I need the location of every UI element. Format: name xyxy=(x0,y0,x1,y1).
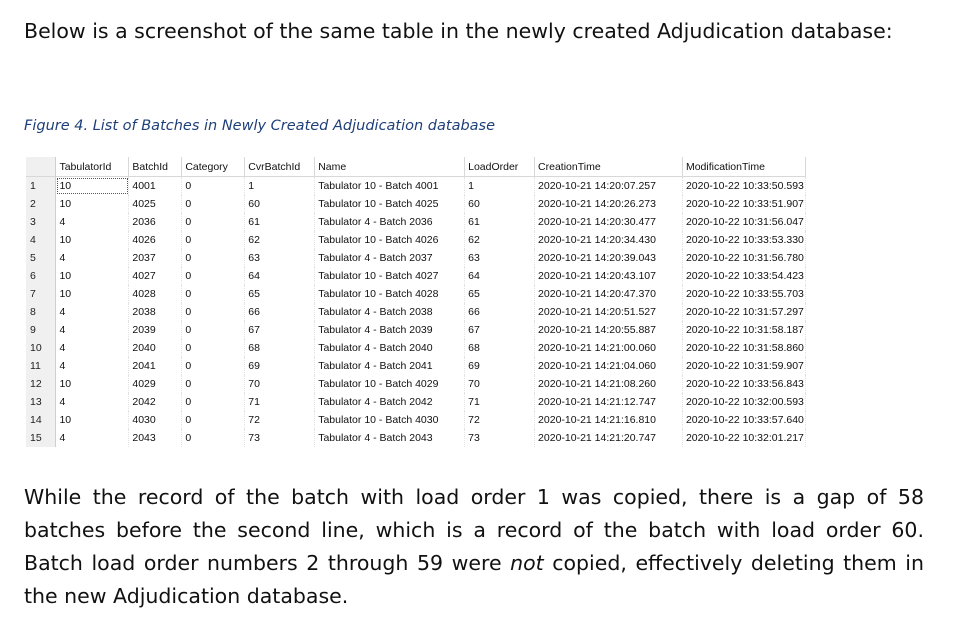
cell-category[interactable]: 0 xyxy=(182,231,245,249)
cell-load-order[interactable]: 64 xyxy=(465,267,535,285)
cell-batch-id[interactable]: 2041 xyxy=(129,357,182,375)
cell-creation-time[interactable]: 2020-10-21 14:20:07.257 xyxy=(535,177,683,196)
cell-name[interactable]: Tabulator 4 - Batch 2042 xyxy=(315,393,465,411)
table-row[interactable] xyxy=(26,411,806,429)
figure-caption: Figure 4. List of Batches in Newly Created Adjudication database xyxy=(24,118,496,134)
cell-creation-time[interactable]: 2020-10-21 14:20:43.107 xyxy=(535,267,683,285)
table-row[interactable] xyxy=(26,303,806,321)
cell-tabulator-id[interactable]: 4 xyxy=(56,249,129,267)
cell-cvr-batch-id[interactable]: 70 xyxy=(245,375,315,393)
cell-load-order[interactable]: 61 xyxy=(465,213,535,231)
cell-row-number: 2 xyxy=(26,195,56,213)
cell-name[interactable]: Tabulator 10 - Batch 4026 xyxy=(315,231,465,249)
cell-cvr-batch-id[interactable]: 68 xyxy=(245,339,315,357)
table-row[interactable] xyxy=(26,249,806,267)
cell-batch-id[interactable]: 4028 xyxy=(129,285,182,303)
cell-batch-id[interactable]: 2039 xyxy=(129,321,182,339)
cell-row-number: 4 xyxy=(26,231,56,249)
cell-batch-id[interactable]: 2040 xyxy=(129,339,182,357)
table-body xyxy=(26,177,806,448)
cell-batch-id[interactable]: 2036 xyxy=(129,213,182,231)
cell-tabulator-id[interactable]: 10 xyxy=(56,231,129,249)
batch-table xyxy=(26,157,806,447)
cell-tabulator-id[interactable]: 10 xyxy=(56,285,129,303)
cell-cvr-batch-id[interactable]: 73 xyxy=(245,429,315,447)
cell-tabulator-id[interactable]: 10 xyxy=(56,375,129,393)
cell-cvr-batch-id[interactable]: 69 xyxy=(245,357,315,375)
table-row[interactable] xyxy=(26,339,806,357)
cell-name[interactable]: Tabulator 4 - Batch 2043 xyxy=(315,429,465,447)
cell-batch-id[interactable]: 2042 xyxy=(129,393,182,411)
cell-tabulator-id[interactable]: 4 xyxy=(56,357,129,375)
cell-modification-time[interactable]: 2020-10-22 10:31:57.297 xyxy=(682,303,805,321)
cell-tabulator-id[interactable]: 4 xyxy=(56,213,129,231)
cell-modification-time[interactable]: 2020-10-22 10:31:56.047 xyxy=(682,213,805,231)
conclusion-paragraph xyxy=(24,481,924,613)
cell-name[interactable]: Tabulator 4 - Batch 2036 xyxy=(315,213,465,231)
cell-name[interactable]: Tabulator 4 - Batch 2037 xyxy=(315,249,465,267)
column-header-name[interactable]: Name xyxy=(315,157,465,177)
column-header-batch-id[interactable]: BatchId xyxy=(129,157,182,177)
cell-tabulator-id[interactable]: 4 xyxy=(56,393,129,411)
table-row[interactable] xyxy=(26,321,806,339)
cell-creation-time[interactable]: 2020-10-21 14:21:12.747 xyxy=(535,393,683,411)
cell-load-order[interactable]: 60 xyxy=(465,195,535,213)
table-row[interactable] xyxy=(26,231,806,249)
cell-creation-time[interactable]: 2020-10-21 14:21:20.747 xyxy=(535,429,683,447)
cell-modification-time[interactable]: 2020-10-22 10:33:57.640 xyxy=(682,411,805,429)
cell-cvr-batch-id[interactable]: 64 xyxy=(245,267,315,285)
cell-category[interactable]: 0 xyxy=(182,267,245,285)
cell-modification-time[interactable]: 2020-10-22 10:32:00.593 xyxy=(682,393,805,411)
cell-modification-time[interactable]: 2020-10-22 10:33:56.843 xyxy=(682,375,805,393)
cell-load-order[interactable]: 73 xyxy=(465,429,535,447)
cell-category[interactable]: 0 xyxy=(182,429,245,447)
cell-cvr-batch-id[interactable]: 1 xyxy=(245,177,315,196)
cell-row-number: 10 xyxy=(26,339,56,357)
cell-creation-time[interactable]: 2020-10-21 14:20:47.370 xyxy=(535,285,683,303)
cell-load-order[interactable]: 66 xyxy=(465,303,535,321)
cell-creation-time[interactable]: 2020-10-21 14:20:26.273 xyxy=(535,195,683,213)
cell-load-order[interactable]: 72 xyxy=(465,411,535,429)
table-row[interactable] xyxy=(26,267,806,285)
conclusion-text-part2: copied, effectively deleting them in the new Adjudication database. xyxy=(24,551,924,608)
cell-category[interactable]: 0 xyxy=(182,195,245,213)
cell-modification-time[interactable]: 2020-10-22 10:31:58.860 xyxy=(682,339,805,357)
cell-load-order[interactable]: 68 xyxy=(465,339,535,357)
cell-cvr-batch-id[interactable]: 61 xyxy=(245,213,315,231)
cell-batch-id[interactable]: 4001 xyxy=(129,177,182,196)
cell-name[interactable]: Tabulator 10 - Batch 4030 xyxy=(315,411,465,429)
cell-creation-time[interactable]: 2020-10-21 14:21:16.810 xyxy=(535,411,683,429)
batch-results-grid xyxy=(26,157,806,447)
cell-cvr-batch-id[interactable]: 72 xyxy=(245,411,315,429)
table-row[interactable] xyxy=(26,195,806,213)
cell-load-order[interactable]: 63 xyxy=(465,249,535,267)
table-row[interactable] xyxy=(26,375,806,393)
cell-name[interactable]: Tabulator 10 - Batch 4029 xyxy=(315,375,465,393)
cell-row-number: 13 xyxy=(26,393,56,411)
column-header-category[interactable]: Category xyxy=(182,157,245,177)
column-header-creation-time[interactable]: CreationTime xyxy=(535,157,683,177)
cell-category[interactable]: 0 xyxy=(182,375,245,393)
table-row[interactable] xyxy=(26,213,806,231)
cell-name[interactable]: Tabulator 4 - Batch 2041 xyxy=(315,357,465,375)
cell-modification-time[interactable]: 2020-10-22 10:31:59.907 xyxy=(682,357,805,375)
cell-load-order[interactable]: 67 xyxy=(465,321,535,339)
cell-creation-time[interactable]: 2020-10-21 14:21:08.260 xyxy=(535,375,683,393)
cell-tabulator-id[interactable]: 10 xyxy=(56,195,129,213)
cell-category[interactable]: 0 xyxy=(182,249,245,267)
cell-cvr-batch-id[interactable]: 71 xyxy=(245,393,315,411)
cell-category[interactable]: 0 xyxy=(182,321,245,339)
cell-batch-id[interactable]: 4026 xyxy=(129,231,182,249)
cell-load-order[interactable]: 70 xyxy=(465,375,535,393)
cell-row-number: 3 xyxy=(26,213,56,231)
cell-creation-time[interactable]: 2020-10-21 14:20:55.887 xyxy=(535,321,683,339)
table-header-row xyxy=(26,157,806,177)
cell-row-number: 14 xyxy=(26,411,56,429)
cell-cvr-batch-id[interactable]: 67 xyxy=(245,321,315,339)
table-row[interactable] xyxy=(26,357,806,375)
cell-creation-time[interactable]: 2020-10-21 14:21:04.060 xyxy=(535,357,683,375)
cell-creation-time[interactable]: 2020-10-21 14:20:30.477 xyxy=(535,213,683,231)
cell-batch-id[interactable]: 4030 xyxy=(129,411,182,429)
cell-cvr-batch-id[interactable]: 65 xyxy=(245,285,315,303)
conclusion-text-part1: While the record of the batch with load order 1 was copied, there is a gap of 58 batches before the second line, which is a record of the batch with load order 60. Batch load order numbers 2 through 59 were xyxy=(24,485,924,575)
cell-tabulator-id[interactable]: 4 xyxy=(56,339,129,357)
column-header-row-number[interactable] xyxy=(26,157,56,177)
cell-creation-time[interactable]: 2020-10-21 14:20:51.527 xyxy=(535,303,683,321)
cell-cvr-batch-id[interactable]: 66 xyxy=(245,303,315,321)
cell-modification-time[interactable]: 2020-10-22 10:33:54.423 xyxy=(682,267,805,285)
cell-creation-time[interactable]: 2020-10-21 14:21:00.060 xyxy=(535,339,683,357)
intro-paragraph: Below is a screenshot of the same table in the newly created Adjudication database: xyxy=(24,19,893,43)
cell-name[interactable]: Tabulator 10 - Batch 4027 xyxy=(315,267,465,285)
cell-load-order[interactable]: 65 xyxy=(465,285,535,303)
cell-batch-id[interactable]: 2037 xyxy=(129,249,182,267)
cell-name[interactable]: Tabulator 4 - Batch 2038 xyxy=(315,303,465,321)
column-header-modification-time[interactable]: ModificationTime xyxy=(682,157,805,177)
cell-modification-time[interactable]: 2020-10-22 10:33:50.593 xyxy=(682,177,805,196)
cell-tabulator-id[interactable]: 4 xyxy=(56,303,129,321)
cell-row-number: 11 xyxy=(26,357,56,375)
cell-row-number: 7 xyxy=(26,285,56,303)
cell-row-number: 15 xyxy=(26,429,56,447)
cell-batch-id[interactable]: 4025 xyxy=(129,195,182,213)
cell-batch-id[interactable]: 2043 xyxy=(129,429,182,447)
cell-category[interactable]: 0 xyxy=(182,285,245,303)
column-header-load-order[interactable]: LoadOrder xyxy=(465,157,535,177)
cell-row-number: 6 xyxy=(26,267,56,285)
cell-tabulator-id[interactable]: 4 xyxy=(56,321,129,339)
cell-cvr-batch-id[interactable]: 63 xyxy=(245,249,315,267)
cell-load-order[interactable]: 71 xyxy=(465,393,535,411)
cell-category[interactable]: 0 xyxy=(182,411,245,429)
cell-tabulator-id[interactable]: 10 xyxy=(56,411,129,429)
cell-category[interactable]: 0 xyxy=(182,303,245,321)
cell-category[interactable]: 0 xyxy=(182,177,245,196)
cell-tabulator-id[interactable]: 10 xyxy=(56,177,129,196)
conclusion-emphasis: not xyxy=(510,551,544,575)
cell-load-order[interactable]: 1 xyxy=(465,177,535,196)
cell-tabulator-id[interactable]: 4 xyxy=(56,429,129,447)
cell-name[interactable]: Tabulator 10 - Batch 4001 xyxy=(315,177,465,196)
cell-cvr-batch-id[interactable]: 62 xyxy=(245,231,315,249)
column-header-tabulator-id[interactable]: TabulatorId xyxy=(56,157,129,177)
cell-creation-time[interactable]: 2020-10-21 14:20:39.043 xyxy=(535,249,683,267)
cell-name[interactable]: Tabulator 10 - Batch 4025 xyxy=(315,195,465,213)
cell-category[interactable]: 0 xyxy=(182,213,245,231)
cell-modification-time[interactable]: 2020-10-22 10:31:58.187 xyxy=(682,321,805,339)
cell-modification-time[interactable]: 2020-10-22 10:32:01.217 xyxy=(682,429,805,447)
cell-load-order[interactable]: 69 xyxy=(465,357,535,375)
cell-category[interactable]: 0 xyxy=(182,357,245,375)
cell-name[interactable]: Tabulator 4 - Batch 2040 xyxy=(315,339,465,357)
cell-batch-id[interactable]: 4029 xyxy=(129,375,182,393)
table-row[interactable] xyxy=(26,429,806,447)
cell-modification-time[interactable]: 2020-10-22 10:33:53.330 xyxy=(682,231,805,249)
cell-creation-time[interactable]: 2020-10-21 14:20:34.430 xyxy=(535,231,683,249)
cell-row-number: 9 xyxy=(26,321,56,339)
cell-modification-time[interactable]: 2020-10-22 10:33:51.907 xyxy=(682,195,805,213)
table-row[interactable] xyxy=(26,393,806,411)
cell-name[interactable]: Tabulator 4 - Batch 2039 xyxy=(315,321,465,339)
column-header-cvr-batch-id[interactable]: CvrBatchId xyxy=(245,157,315,177)
table-row[interactable] xyxy=(26,177,806,196)
cell-category[interactable]: 0 xyxy=(182,339,245,357)
cell-cvr-batch-id[interactable]: 60 xyxy=(245,195,315,213)
cell-batch-id[interactable]: 4027 xyxy=(129,267,182,285)
cell-name[interactable]: Tabulator 10 - Batch 4028 xyxy=(315,285,465,303)
cell-modification-time[interactable]: 2020-10-22 10:33:55.703 xyxy=(682,285,805,303)
cell-load-order[interactable]: 62 xyxy=(465,231,535,249)
cell-modification-time[interactable]: 2020-10-22 10:31:56.780 xyxy=(682,249,805,267)
cell-row-number: 8 xyxy=(26,303,56,321)
cell-batch-id[interactable]: 2038 xyxy=(129,303,182,321)
table-row[interactable] xyxy=(26,285,806,303)
cell-tabulator-id[interactable]: 10 xyxy=(56,267,129,285)
cell-row-number: 5 xyxy=(26,249,56,267)
cell-category[interactable]: 0 xyxy=(182,393,245,411)
cell-row-number: 12 xyxy=(26,375,56,393)
cell-row-number: 1 xyxy=(26,177,56,196)
